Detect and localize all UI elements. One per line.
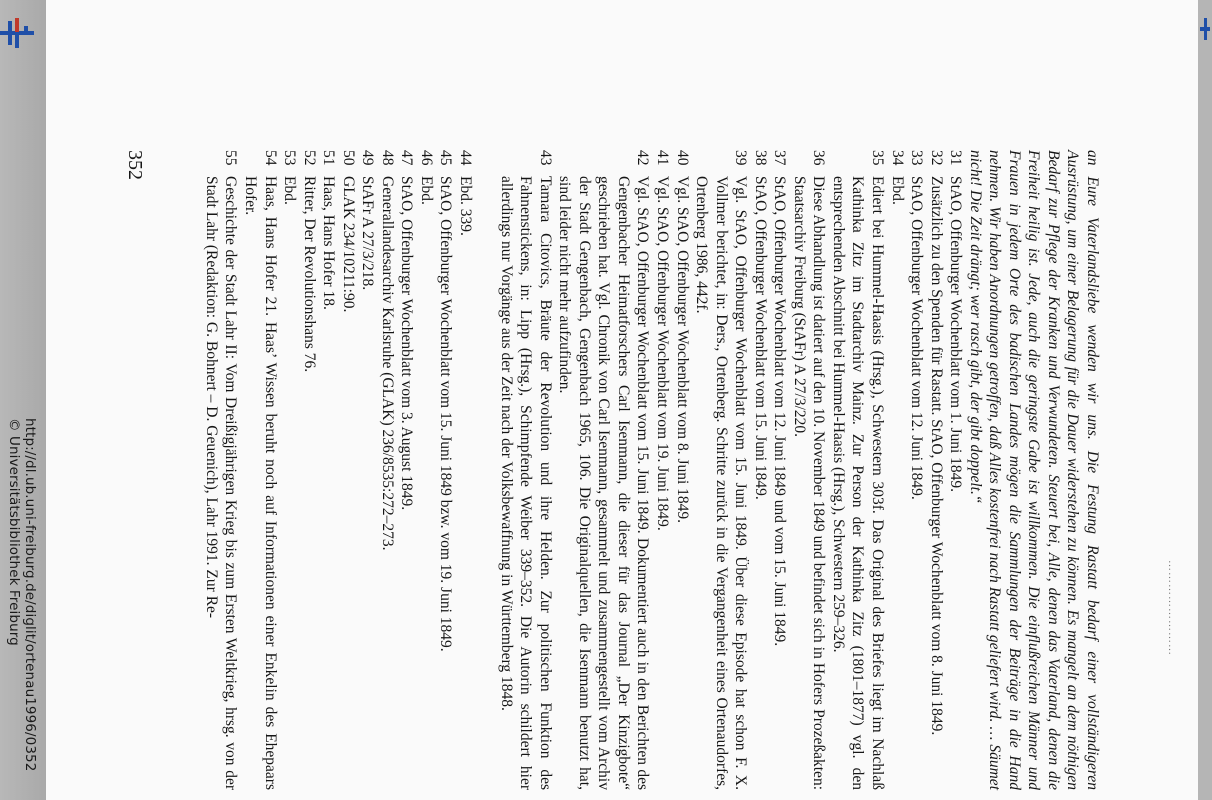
footnote-text: StAO, Offenburger Wochenblatt vom 12. Juni 1849 und vom 15. Juni 1849. bbox=[771, 176, 789, 647]
footnote-text: Vgl. StAO, Offenburger Wochenblatt vom 19. Juni 1849. bbox=[653, 176, 671, 531]
footnote-number: 35 bbox=[868, 150, 886, 166]
footnote-number: 54 bbox=[261, 150, 279, 166]
footnote bbox=[496, 150, 555, 790]
footnote-number: 53 bbox=[281, 150, 299, 166]
copyright-notice: © Universitätsbibliothek Freiburg bbox=[6, 418, 22, 646]
footnote bbox=[299, 150, 319, 790]
footnote-number: 42 bbox=[634, 150, 652, 166]
footnote bbox=[201, 150, 240, 790]
footnote bbox=[692, 150, 751, 790]
footnote-number: 51 bbox=[320, 150, 338, 166]
footnote-gap bbox=[475, 150, 496, 790]
footnote bbox=[436, 150, 456, 790]
footnote-list-a bbox=[496, 150, 965, 790]
footnote-number: 34 bbox=[888, 150, 906, 166]
footnote-number: 52 bbox=[300, 150, 318, 166]
library-logo-icon bbox=[1200, 18, 1210, 40]
footnote bbox=[555, 150, 653, 790]
footnote bbox=[789, 150, 828, 790]
footnote-text: Haas, Hans Hofer 21. Haas’ Wissen beruht noch auf Informationen einer Enkelin des Ehepaars Hofer. bbox=[242, 176, 279, 790]
viewer-right-margin bbox=[1198, 0, 1212, 800]
footnote bbox=[926, 150, 946, 790]
footnote-text: Ebd. 339. bbox=[457, 176, 475, 236]
footnote bbox=[397, 150, 417, 790]
rotated-page-content bbox=[124, 150, 1102, 790]
footnote-number: 47 bbox=[398, 150, 416, 166]
footnote-text: Diese Abhandlung ist datiert auf den 10. November 1849 und befindet sich in Hofers Prozeßakten: Staatsarchiv Freiburg (StAFr) A 27/3/220. bbox=[790, 176, 828, 790]
footnote-number: 46 bbox=[417, 150, 435, 166]
footnote-text: Ebd. bbox=[417, 176, 435, 205]
footnote-number: 41 bbox=[653, 150, 671, 166]
footnote bbox=[319, 150, 339, 790]
footnote-text: Vgl. StAO, Offenburger Wochenblatt vom 15. Juni 1849. Über diese Episode hat schon F. X. Vollmer berichtet, in: Ders., Ortenberg. Schritte zurück in die Vergangenheit eines Ortenaudorfes, Ortenberg 1986, 442f. bbox=[693, 176, 750, 790]
footnote bbox=[946, 150, 966, 790]
footnote-number: 45 bbox=[437, 150, 455, 166]
footnote bbox=[887, 150, 907, 790]
footnote-number: 43 bbox=[536, 150, 554, 166]
footnote-text: StAO, Offenburger Wochenblatt vom 12. Juni 1849. bbox=[908, 176, 926, 500]
footnote-text: Generallandesarchiv Karlsruhe (GLAK) 236/8535:272–273. bbox=[378, 176, 396, 551]
footnote bbox=[358, 150, 378, 790]
footnote-text: StAO, Offenburger Wochenblatt vom 15. Juni 1849 bzw. vom 19. Juni 1849. bbox=[437, 176, 455, 652]
footnote-text: Ediert bei Hummel-Haasis (Hrsg.), Schwestern 303f. Das Original des Briefes liegt im Nachlaß Kathinka Zitz im Stadtarchiv Mainz. Zur Person der Kathinka Zitz (1801–1877) vgl. den entsprechenden Abschnitt bei Hummel-Haasis (Hrsg.), Schwestern 259–326. bbox=[829, 176, 886, 790]
footnote bbox=[770, 150, 790, 790]
footnote bbox=[280, 150, 300, 790]
footnote bbox=[672, 150, 692, 790]
footnote bbox=[750, 150, 770, 790]
footnote-text: StAFr A 27/3/218. bbox=[359, 176, 377, 291]
footnote-number: 39 bbox=[732, 150, 750, 166]
footnote bbox=[652, 150, 672, 790]
footnote bbox=[338, 150, 358, 790]
permalink-url[interactable]: http://dl.ub.uni-freiburg.de/diglit/ortenau1996/0352 bbox=[22, 418, 38, 772]
footnote-text: Ebd. bbox=[888, 176, 906, 205]
footnote bbox=[456, 150, 476, 790]
scanned-page bbox=[46, 0, 1198, 800]
footnote-number: 50 bbox=[339, 150, 357, 166]
footnote-block bbox=[201, 150, 1102, 790]
footnote-text: Vgl. StAO, Offenburger Wochenblatt vom 15. Juni 1849. Dokumentiert auch in den Berichten des Gengenbacher Heimatforschers Carl Isenmann, die dieser für das Journal „Der Kinzigbote“ geschrieben hat. Vgl. Chronik von Carl Isenmann, gesammelt und zusammengestellt vom Archiv der Stadt Gengenbach, Gengenbach 1965, 106. Die Originalquellen, die Isenmann benutzt hat, sind leider nicht mehr aufzufinden. bbox=[556, 176, 652, 790]
footnote-text: Geschichte der Stadt Lahr II: Vom Dreißigjährigen Krieg bis zum Ersten Weltkrieg, hrsg. von der Stadt Lahr (Redaktion: G. Bohnert – D. Geuenich), Lahr 1991. Zur Re- bbox=[202, 176, 240, 790]
footnote-text: Vgl. StAO, Offenburger Wochenblatt vom 8. Juni 1849. bbox=[673, 176, 691, 524]
footnote-number: 37 bbox=[771, 150, 789, 166]
footnote-number: 48 bbox=[378, 150, 396, 166]
footnote-number: 49 bbox=[359, 150, 377, 166]
footnote-number: 32 bbox=[927, 150, 945, 166]
footnote bbox=[416, 150, 436, 790]
footnote-text: GLAK 234/10211:90. bbox=[339, 176, 357, 313]
footnote-number: 44 bbox=[457, 150, 475, 166]
footnote-text: StAO, Offenburger Wochenblatt vom 1. Juni 1849. bbox=[947, 176, 965, 493]
footnote-number: 55 bbox=[222, 150, 240, 166]
quoted-appeal-text: an Eure Vaterlandsliebe wenden wir uns. Die Festung Rastatt bedarf einer vollständigeren Ausrüstung, um einer Belagerung für die Dauer widerstehen zu können. Es mangelt an dem nöthigen Bedarf zur Pflege der Kranken und Verwundeten. Steuert bei, Alle, denen das Vaterland, denen die Freiheit heilig ist. Jede, auch die geringste Gabe ist willkommen. Die einflußreichen Männer und Frauen in jedem Orte des badischen Landes mögen die Sammlungen der Beiträge in die Hand nehmen. Wir haben Anordnungen getroffen, daß Alles kostenfrei nach Rastatt geliefert wird. … Säumet nicht! Die Zeit drängt; wer rasch gibt, der gibt doppelt.“ bbox=[966, 150, 1101, 790]
footnote-text: Ritter, Der Revolutionshans 76. bbox=[300, 176, 318, 373]
footnote-text: StAO, Offenburger Wochenblatt vom 3. August 1849. bbox=[398, 176, 416, 511]
footnote-text: Haas, Hans Hofer 18. bbox=[320, 176, 338, 310]
footnote-text: StAO, Offenburger Wochenblatt vom 15. Juni 1849. bbox=[751, 176, 769, 500]
footnote bbox=[907, 150, 927, 790]
footnote-number: 33 bbox=[908, 150, 926, 166]
footnote-text: Ebd. bbox=[281, 176, 299, 205]
footnote-number: 38 bbox=[751, 150, 769, 166]
footnote-list-b bbox=[201, 150, 475, 790]
footnote-number: 40 bbox=[673, 150, 691, 166]
library-logo-icon bbox=[0, 18, 38, 48]
permalink-strip bbox=[4, 418, 44, 800]
page-number: 352 bbox=[124, 150, 146, 180]
footnote-text: Zusätzlich zu den Spenden für Rastatt. StAO, Offenburger Wochenblatt vom 8. Juni 1849. bbox=[927, 176, 945, 736]
footnote-number: 36 bbox=[810, 150, 828, 166]
footnote-number: 31 bbox=[947, 150, 965, 166]
footnote bbox=[377, 150, 397, 790]
running-header-fragment: …………………… bbox=[1166, 560, 1178, 656]
footnote bbox=[240, 150, 279, 790]
footnote-text: Tamara Citovics, Bräute der Revolution und ihre Helden. Zur politischen Funktion des Fahnenstickens, in: Lipp (Hrsg.), Schimpfende Weiber 339–352. Die Autorin schildert hier allerdings nur Vorgänge aus der Zeit nach der Volksbewaffnung in Württemberg 1848. bbox=[497, 176, 554, 790]
footnote bbox=[828, 150, 887, 790]
